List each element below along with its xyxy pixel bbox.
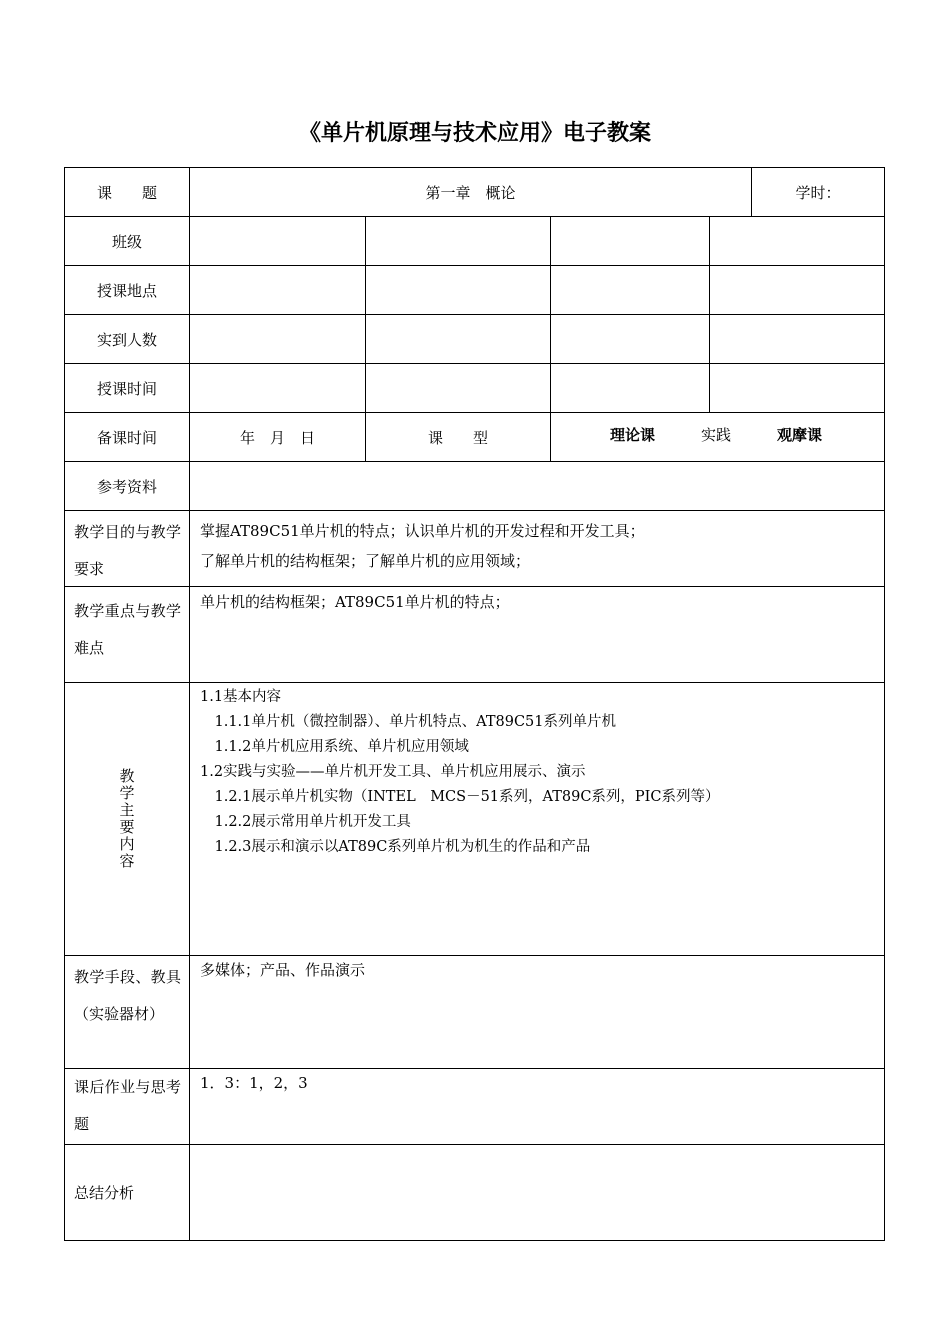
key-points-text: 单片机的结构框架；AT89C51单片机的特点； bbox=[200, 593, 510, 611]
class-cell-2[interactable] bbox=[365, 216, 551, 266]
main-content-char-1: 教 bbox=[119, 767, 135, 785]
summary-label: 总结分析 bbox=[64, 1144, 190, 1241]
class-label: 班级 bbox=[64, 216, 190, 266]
main-content-line-1: 1.1基本内容 bbox=[200, 689, 282, 705]
hours-label: 学时： bbox=[751, 167, 885, 217]
class-cell-4[interactable] bbox=[709, 216, 885, 266]
homework-label: 课后作业与思考题 bbox=[64, 1068, 190, 1145]
homework-text: 1．3：1，2，3 bbox=[200, 1074, 308, 1092]
main-content-char-3: 主 bbox=[119, 801, 135, 819]
main-content-line-7: 1.2.3展示和演示以AT89C系列单片机为机生的作品和产品 bbox=[200, 839, 591, 855]
main-content-char-2: 学 bbox=[119, 784, 135, 802]
reference-value[interactable] bbox=[189, 461, 885, 511]
attendance-cell-1[interactable] bbox=[189, 314, 366, 364]
goal-content bbox=[189, 510, 885, 587]
main-content-line-2: 1.1.1单片机（微控制器）、单片机特点、AT89C51系列单片机 bbox=[200, 714, 616, 730]
goal-line-1: 掌握AT89C51单片机的特点；认识单片机的开发过程和开发工具； bbox=[200, 522, 645, 540]
main-content-char-6: 容 bbox=[119, 852, 135, 870]
location-cell-3[interactable] bbox=[550, 265, 710, 315]
prep-date: 年 月 日 bbox=[189, 412, 366, 462]
main-content-line-3: 1.1.2单片机应用系统、单片机应用领域 bbox=[200, 739, 469, 755]
main-content-char-5: 内 bbox=[119, 835, 135, 853]
main-content-label bbox=[64, 682, 190, 956]
time-cell-3[interactable] bbox=[550, 363, 710, 413]
prep-time-label: 备课时间 bbox=[64, 412, 190, 462]
key-points-label: 教学重点与教学难点 bbox=[64, 586, 190, 683]
location-cell-1[interactable] bbox=[189, 265, 366, 315]
methods-label: 教学手段、教具（实验器材） bbox=[64, 955, 190, 1069]
main-content-line-6: 1.2.2展示常用单片机开发工具 bbox=[200, 814, 411, 830]
course-type-label: 课 型 bbox=[365, 412, 551, 462]
goal-line-2: 了解单片机的结构框架；了解单片机的应用领域； bbox=[200, 552, 531, 570]
time-label: 授课时间 bbox=[64, 363, 190, 413]
class-cell-3[interactable] bbox=[550, 216, 710, 266]
class-cell-1[interactable] bbox=[189, 216, 366, 266]
location-label: 授课地点 bbox=[64, 265, 190, 315]
course-type-options bbox=[550, 412, 885, 462]
topic-label: 课 题 bbox=[64, 167, 190, 217]
location-cell-4[interactable] bbox=[709, 265, 885, 315]
main-content-char-4: 要 bbox=[119, 818, 135, 836]
time-cell-2[interactable] bbox=[365, 363, 551, 413]
summary-content[interactable] bbox=[189, 1144, 885, 1241]
main-content-line-4: 1.2实践与实验——单片机开发工具、单片机应用展示、演示 bbox=[200, 764, 586, 780]
document-title: 《单片机原理与技术应用》电子教案 bbox=[298, 121, 651, 146]
time-cell-1[interactable] bbox=[189, 363, 366, 413]
attendance-cell-3[interactable] bbox=[550, 314, 710, 364]
attendance-cell-2[interactable] bbox=[365, 314, 551, 364]
key-points-content bbox=[189, 586, 885, 683]
homework-content bbox=[189, 1068, 885, 1145]
location-cell-2[interactable] bbox=[365, 265, 551, 315]
type-practice[interactable]: 实践 bbox=[701, 426, 732, 444]
type-observe[interactable]: 观摩课 bbox=[777, 426, 823, 444]
attendance-cell-4[interactable] bbox=[709, 314, 885, 364]
topic-value: 第一章 概论 bbox=[189, 167, 752, 217]
methods-content bbox=[189, 955, 885, 1069]
main-content-line-5: 1.2.1展示单片机实物（INTEL MCS－51系列，AT89C系列，PIC系列等） bbox=[200, 789, 720, 805]
time-cell-4[interactable] bbox=[709, 363, 885, 413]
goal-label: 教学目的与教学要求 bbox=[64, 510, 190, 587]
attendance-label: 实到人数 bbox=[64, 314, 190, 364]
methods-text: 多媒体；产品、作品演示 bbox=[200, 961, 366, 979]
reference-label: 参考资料 bbox=[64, 461, 190, 511]
type-theory[interactable]: 理论课 bbox=[610, 426, 656, 444]
main-content-body bbox=[189, 682, 885, 956]
